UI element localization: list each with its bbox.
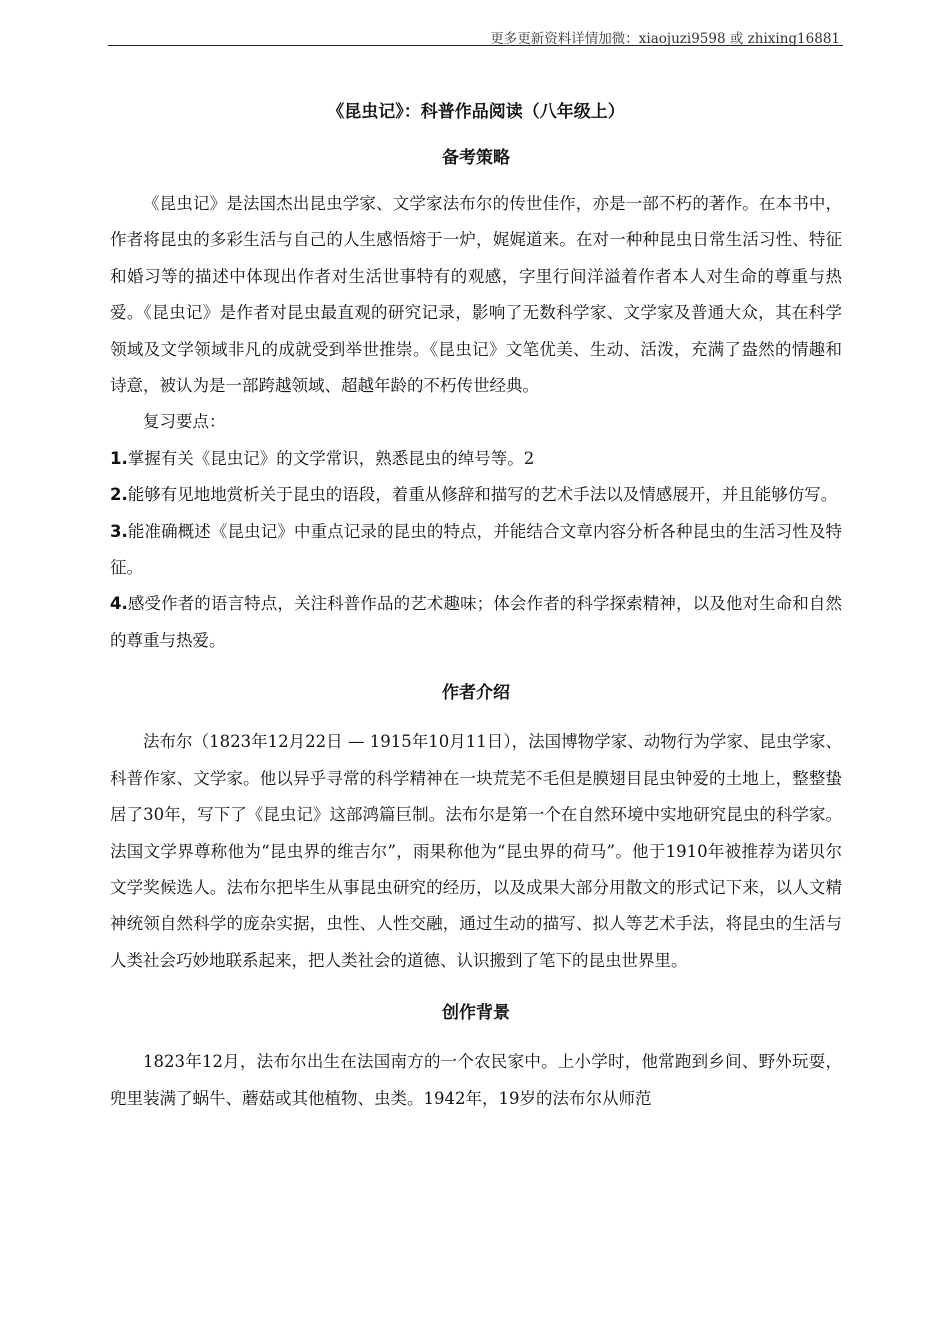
page-header-text: 更多更新资料详情加微：xiaojuzi9598 或 zhixing16881 [490,31,840,47]
author-paragraph: 法布尔（1823年12月22日 — 1915年10月11日），法国博物学家、动物行为学家、昆虫学家、科普作家、文学家。他以异乎寻常的科学精神在一块荒芜不毛但是膜翅目昆虫钟爱的土地上，整整蛰居了30年，写下了《昆虫记》这部鸿篇巨制。法布尔是第一个在自然环境中实地研究昆虫的科学家。法国文学界尊称他为“昆虫界的维吉尔”，雨果称他为“昆虫界的荷马”。他于1910年被推荐为诺贝尔文学奖候选人。法布尔把毕生从事昆虫研究的经历，以及成果大部分用散文的形式记下来，以人文精神统领自然科学的庞杂实据，虫性、人性交融，通过生动的描写、拟人等艺术手法，将昆虫的生活与人类社会巧妙地联系起来，把人类社会的道德、认识搬到了笔下的昆虫世界里。 [110,732,842,970]
header-divider [108,45,843,46]
section-heading-background: 创作背景 [442,1003,510,1024]
section-heading-strategy: 备考策略 [442,148,510,168]
review-item-text: 感受作者的语言特点，关注科普作品的艺术趣味；体会作者的科学探索精神，以及他对生命和自然的尊重与热爱。 [110,594,842,650]
review-points-list [110,441,842,659]
review-item [110,514,842,587]
review-item [110,477,842,513]
review-item-number: 1. [110,448,128,468]
review-item-number: 4. [110,594,128,614]
review-item-text: 能够有见地地赏析关于昆虫的语段，着重从修辞和描写的艺术手法以及情感展开，并且能够仿写。 [127,485,838,505]
section-heading-author: 作者介绍 [442,683,510,704]
review-item-number: 2. [110,485,128,505]
review-points-label: 复习要点： [143,412,226,432]
document-title: 《昆虫记》：科普作品阅读（八年级上） [327,102,625,122]
review-item-text: 掌握有关《昆虫记》的文学常识，熟悉昆虫的绰号等。2 [127,448,535,468]
document-content [110,98,842,1117]
review-item [110,441,842,477]
background-paragraph: 1823年12月，法布尔出生在法国南方的一个农民家中。上小学时，他常跑到乡间、野外玩耍，兜里装满了蜗牛、蘑菇或其他植物、虫类。1942年，19岁的法布尔从师范 [110,1052,842,1108]
review-item-number: 3. [110,521,128,541]
review-item [110,586,842,659]
strategy-paragraph: 《昆虫记》是法国杰出昆虫学家、文学家法布尔的传世佳作，亦是一部不朽的著作。在本书中，作者将昆虫的多彩生活与自己的人生感悟熔于一炉，娓娓道来。在对一种种昆虫日常生活习性、特征和婚习等的描述中体现出作者对生活世事特有的观感，字里行间洋溢着作者本人对生命的尊重与热爱。《昆虫记》是作者对昆虫最直观的研究记录，影响了无数科学家、文学家及普通大众，其在科学领域及文学领域非凡的成就受到举世推崇。《昆虫记》文笔优美、生动、活泼，充满了盎然的情趣和诗意，被认为是一部跨越领域、超越年龄的不朽传世经典。 [110,194,842,396]
review-item-text: 能准确概述《昆虫记》中重点记录的昆虫的特点，并能结合文章内容分析各种昆虫的生活习性及特征。 [110,521,842,578]
